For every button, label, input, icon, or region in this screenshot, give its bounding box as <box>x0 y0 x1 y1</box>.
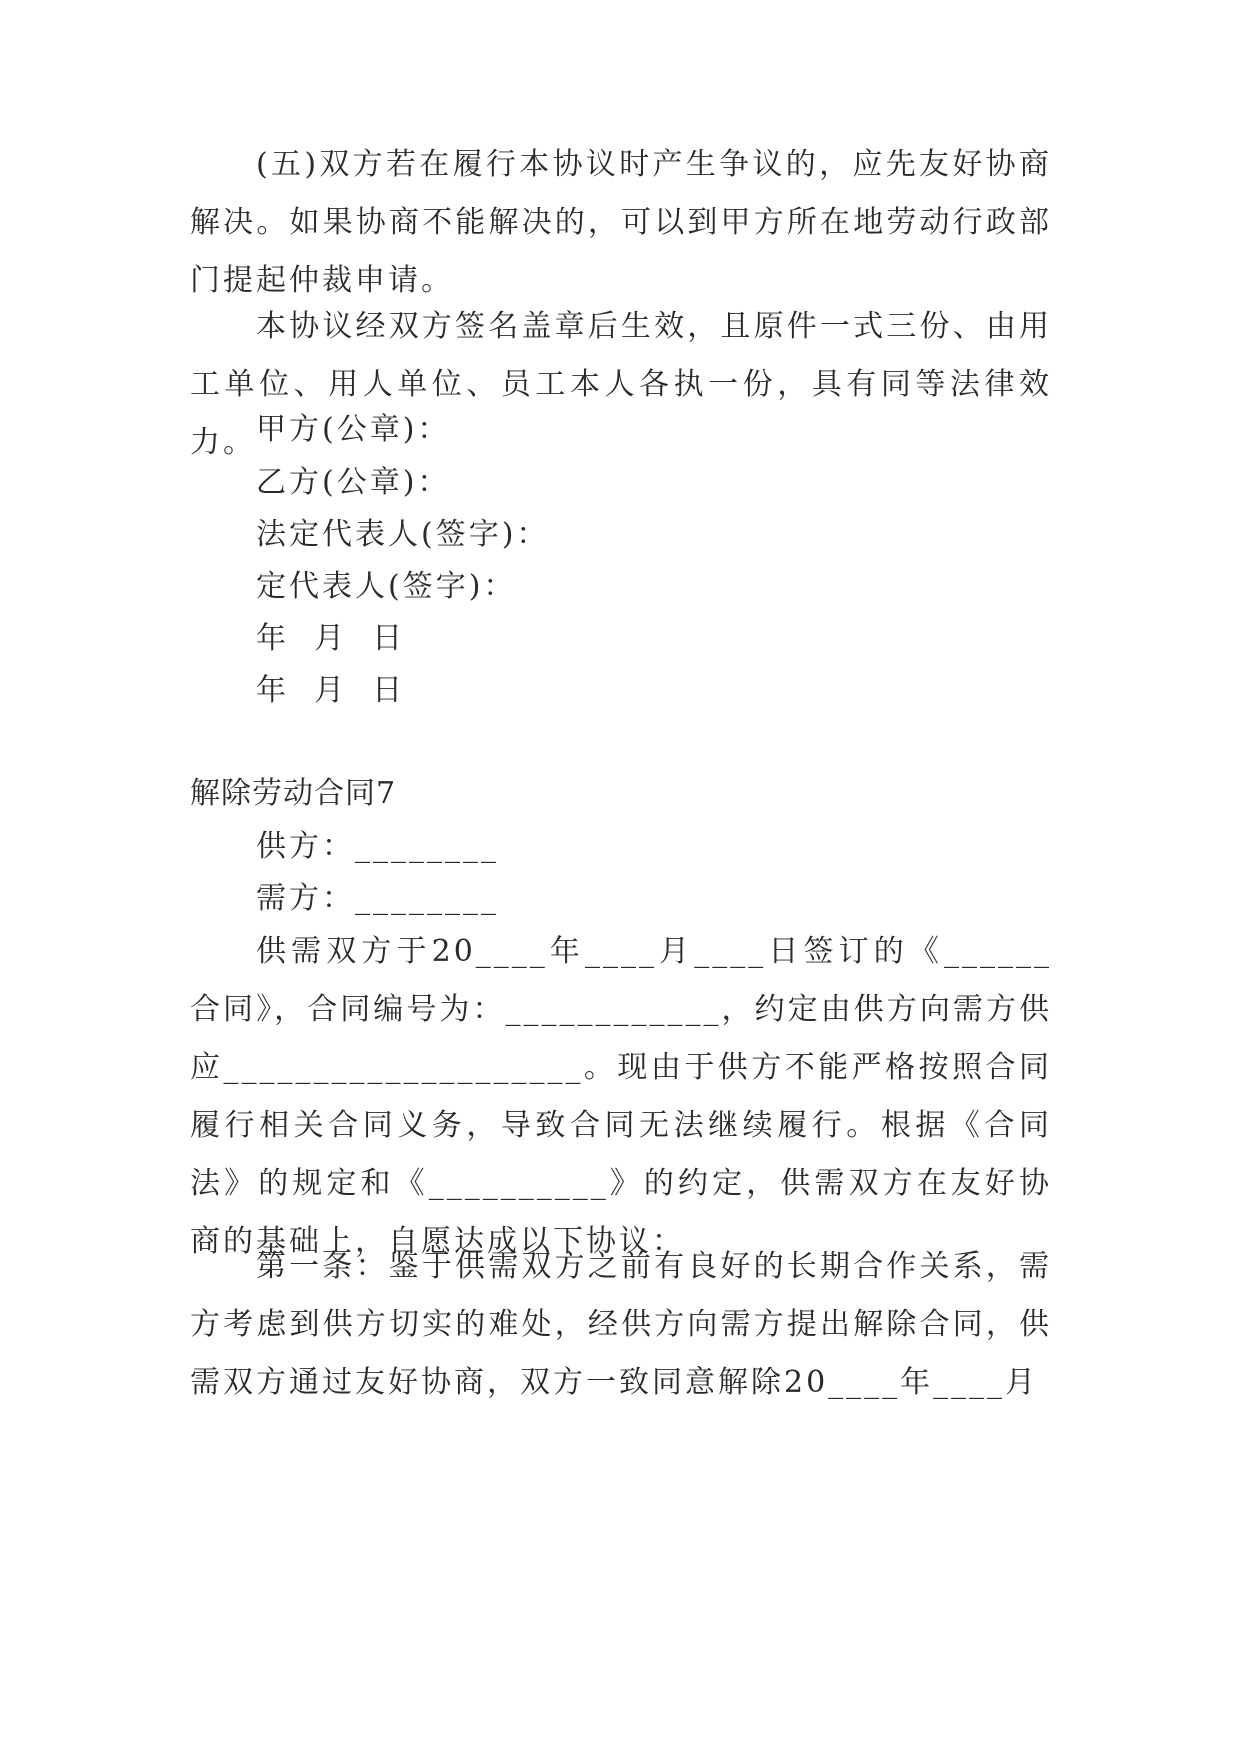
date-line-b: 年 月 日 <box>256 673 406 708</box>
dispute-paragraph: (五)双方若在履行本协议时产生争议的，应先友好协商解决。如果协商不能解决的，可以到甲方所在地劳动行政部门提起仲裁申请。 <box>190 147 1052 298</box>
effect-paragraph: 本协议经双方签名盖章后生效，且原件一式三份、由用工单位、用人单位、员工本人各执一份，具有同等法律效力。 <box>190 309 1052 460</box>
party-b-seal-line: 乙方(公章)： <box>256 465 451 500</box>
supplier-line: 供方：________ <box>256 829 499 864</box>
section-heading: 解除劳动合同7 <box>190 776 397 811</box>
intro-paragraph: 供需双方于20____年____月____日签订的《______合同》，合同编号为：____________，约定由供方向需方供应____________________。现由于供方不能严格按照合同履行相关合同义务，导致合同无法继续履行。根据《合同法》的规定和《__________》的约定，供需双方在友好协商的基础上，自愿达成以下协议： <box>190 934 1052 1259</box>
buyer-line: 需方：________ <box>256 881 499 916</box>
date-line-a: 年 月 日 <box>256 621 406 656</box>
article-one-paragraph: 第一条：鉴于供需双方之前有良好的长期合作关系，需方考虑到供方切实的难处，经供方向需方提出解除合同，供需双方通过友好协商，双方一致同意解除20____年____月 <box>190 1249 1052 1400</box>
party-a-representative-line: 法定代表人(签字)： <box>256 517 550 552</box>
party-b-representative-line: 定代表人(签字)： <box>256 569 517 604</box>
party-a-seal-line: 甲方(公章)： <box>256 412 451 447</box>
